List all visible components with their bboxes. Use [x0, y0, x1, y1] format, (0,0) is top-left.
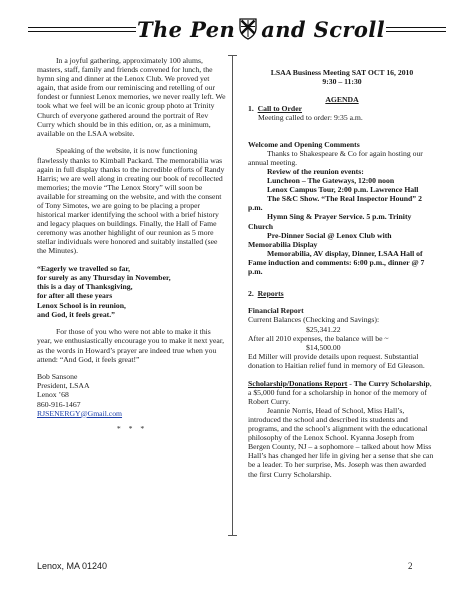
scholarship-dash: -	[347, 378, 354, 388]
shield-icon	[239, 18, 257, 40]
quote-line: for after all these years	[37, 291, 113, 301]
financial-line-1: Current Balances (Checking and Savings):	[248, 315, 380, 325]
signature-phone: 860-916-1467	[37, 399, 81, 409]
meeting-time: 9:30 – 11:30	[322, 77, 362, 87]
left-column	[37, 56, 227, 433]
section-2-number: 2.	[248, 288, 254, 298]
meeting-title: LSAA Business Meeting SAT OCT 16, 2010	[270, 68, 414, 77]
scholarship-text: , a $5,000 fund for a scholarship in honor of the memory of Robert Curry.	[248, 378, 432, 406]
event-item: Luncheon – The Gateways, 12:00 noon	[267, 176, 395, 186]
column-divider-cap-top	[228, 55, 237, 56]
right-column	[248, 68, 436, 479]
section-2-heading	[248, 289, 436, 298]
event-item: Hymn Sing & Prayer Service. 5 p.m. Trinity Church	[248, 212, 412, 231]
event-item: The S&C Show. “The Real Inspector Hound” 2 p.m.	[248, 194, 422, 213]
signature-email-link[interactable]: RJSENERGY@Gmail.com	[37, 408, 123, 418]
financial-line-3: Ed Miller will provide details upon request. Substantial donation to Haitian relief fund in memory of Ed Gleason.	[248, 351, 425, 370]
section-1-number: 1.	[248, 103, 254, 113]
quote-line: and God, it feels great.”	[37, 309, 116, 319]
masthead-title-right: and Scroll	[261, 16, 386, 42]
financial-heading: Financial Report	[248, 306, 304, 316]
financial-amount-2: $14,500.00	[306, 342, 341, 352]
quote-line: Lenox School is in reunion,	[37, 300, 126, 310]
section-1-title: Call to Order	[257, 103, 303, 113]
column-divider	[232, 55, 233, 535]
signature-name: Bob Sansone	[37, 372, 78, 382]
section-1-heading	[248, 104, 436, 113]
welcome-heading: Welcome and Opening Comments	[248, 139, 360, 149]
prayer-quote	[37, 264, 227, 319]
scholarship-paragraph-2: Jeannie Norris, Head of School, Miss Hall’s, introduced the school and described its students and programs, and the school’s alignment with the educational philosophy of the Lenox School. Kyanna Joseph from Bergen County, NJ – a sophomore – talked about how Miss Hall’s has changed her life in giving her a sense that she can be a leader. To her surprise, Ms. Joseph was then awarded the first Curry Scholarship.	[248, 405, 434, 479]
article-paragraph-3: For those of you who were not able to make it this year, we enthusiastically encourage you to make it next year, as the words in Howard’s prayer are indeed true when you attend: “And God, it feels great!”	[37, 327, 225, 364]
section-2-title: Reports	[257, 288, 284, 298]
signature-class: Lenox ’68	[37, 390, 69, 400]
financial-amount-1: $25,341.22	[306, 324, 341, 334]
call-to-order-text: Meeting called to order: 9:35 a.m.	[258, 112, 363, 122]
masthead-title-left: The Pen	[136, 16, 236, 42]
quote-line: “Eagerly we travelled so far,	[37, 264, 131, 274]
scholarship-paragraph	[248, 379, 436, 406]
masthead-title	[136, 12, 386, 46]
financial-line-2: After all 2010 expenses, the balance will be ~	[248, 333, 389, 343]
footer-location: Lenox, MA 01240	[37, 561, 108, 571]
agenda-heading: AGENDA	[325, 94, 359, 104]
masthead-banner	[28, 12, 446, 46]
event-item: Lenox Campus Tour, 2:00 p.m. Lawrence Hall	[267, 185, 419, 195]
article-paragraph-1: In a joyful gathering, approximately 100 alums, masters, staff, family and friends convened for lunch, the hymn sing and dinner at the Lenox Club. We proved yet again, that aside from our reminiscing and retelling of our fondest or funniest Lenox memories, we never really left. We took what we feel will be an iconic group photo at Trinity Church of everyone gathered around the portrait of Rev Curry which should be in this edition, or, as a minimum, available on the LSAA website.	[37, 56, 226, 138]
event-item: Memorabilia, AV display, Dinner, LSAA Hall of Fame induction and comments: 6:00 p.m., dinner @ 7 p.m.	[248, 248, 425, 276]
signature-block	[37, 372, 227, 417]
quote-line: for surely as any Thursday in November,	[37, 273, 171, 283]
event-item: Pre-Dinner Social @ Lenox Club with Memorabilia Display	[248, 230, 392, 249]
quote-line: this is a day of Thanksgiving,	[37, 282, 133, 292]
column-divider-cap-bottom	[228, 535, 237, 536]
section-end-stars: * * *	[116, 423, 148, 433]
scholarship-heading: Scholarship/Donations Report	[248, 378, 348, 388]
page-number: 2	[408, 561, 413, 571]
signature-title: President, LSAA	[37, 381, 90, 391]
article-paragraph-2: Speaking of the website, it is now functioning flawlessly thanks to Kimball Packard. The memorabilia was again in full display thanks to the incredible efforts of Randy Harris; we are well along in creating our book of recollected memories; the movie “The Lenox Story” will soon be available for streaming on the website, and with the consent of Tony Simotes, we are going to be placing a proper historical marker identifying the school with a brief history and legacy plaques on buildings. Finally, the Hall of Fame ceremony was another highlight of our reunion as 5 more stellar individuals were honored and suitably installed (see the Minutes).	[37, 146, 225, 256]
scholarship-name: The Curry Scholarship	[353, 378, 430, 388]
review-heading: Review of the reunion events:	[267, 166, 364, 176]
welcome-text: Thanks to Shakespeare & Co for again hosting our annual meeting.	[248, 148, 423, 167]
